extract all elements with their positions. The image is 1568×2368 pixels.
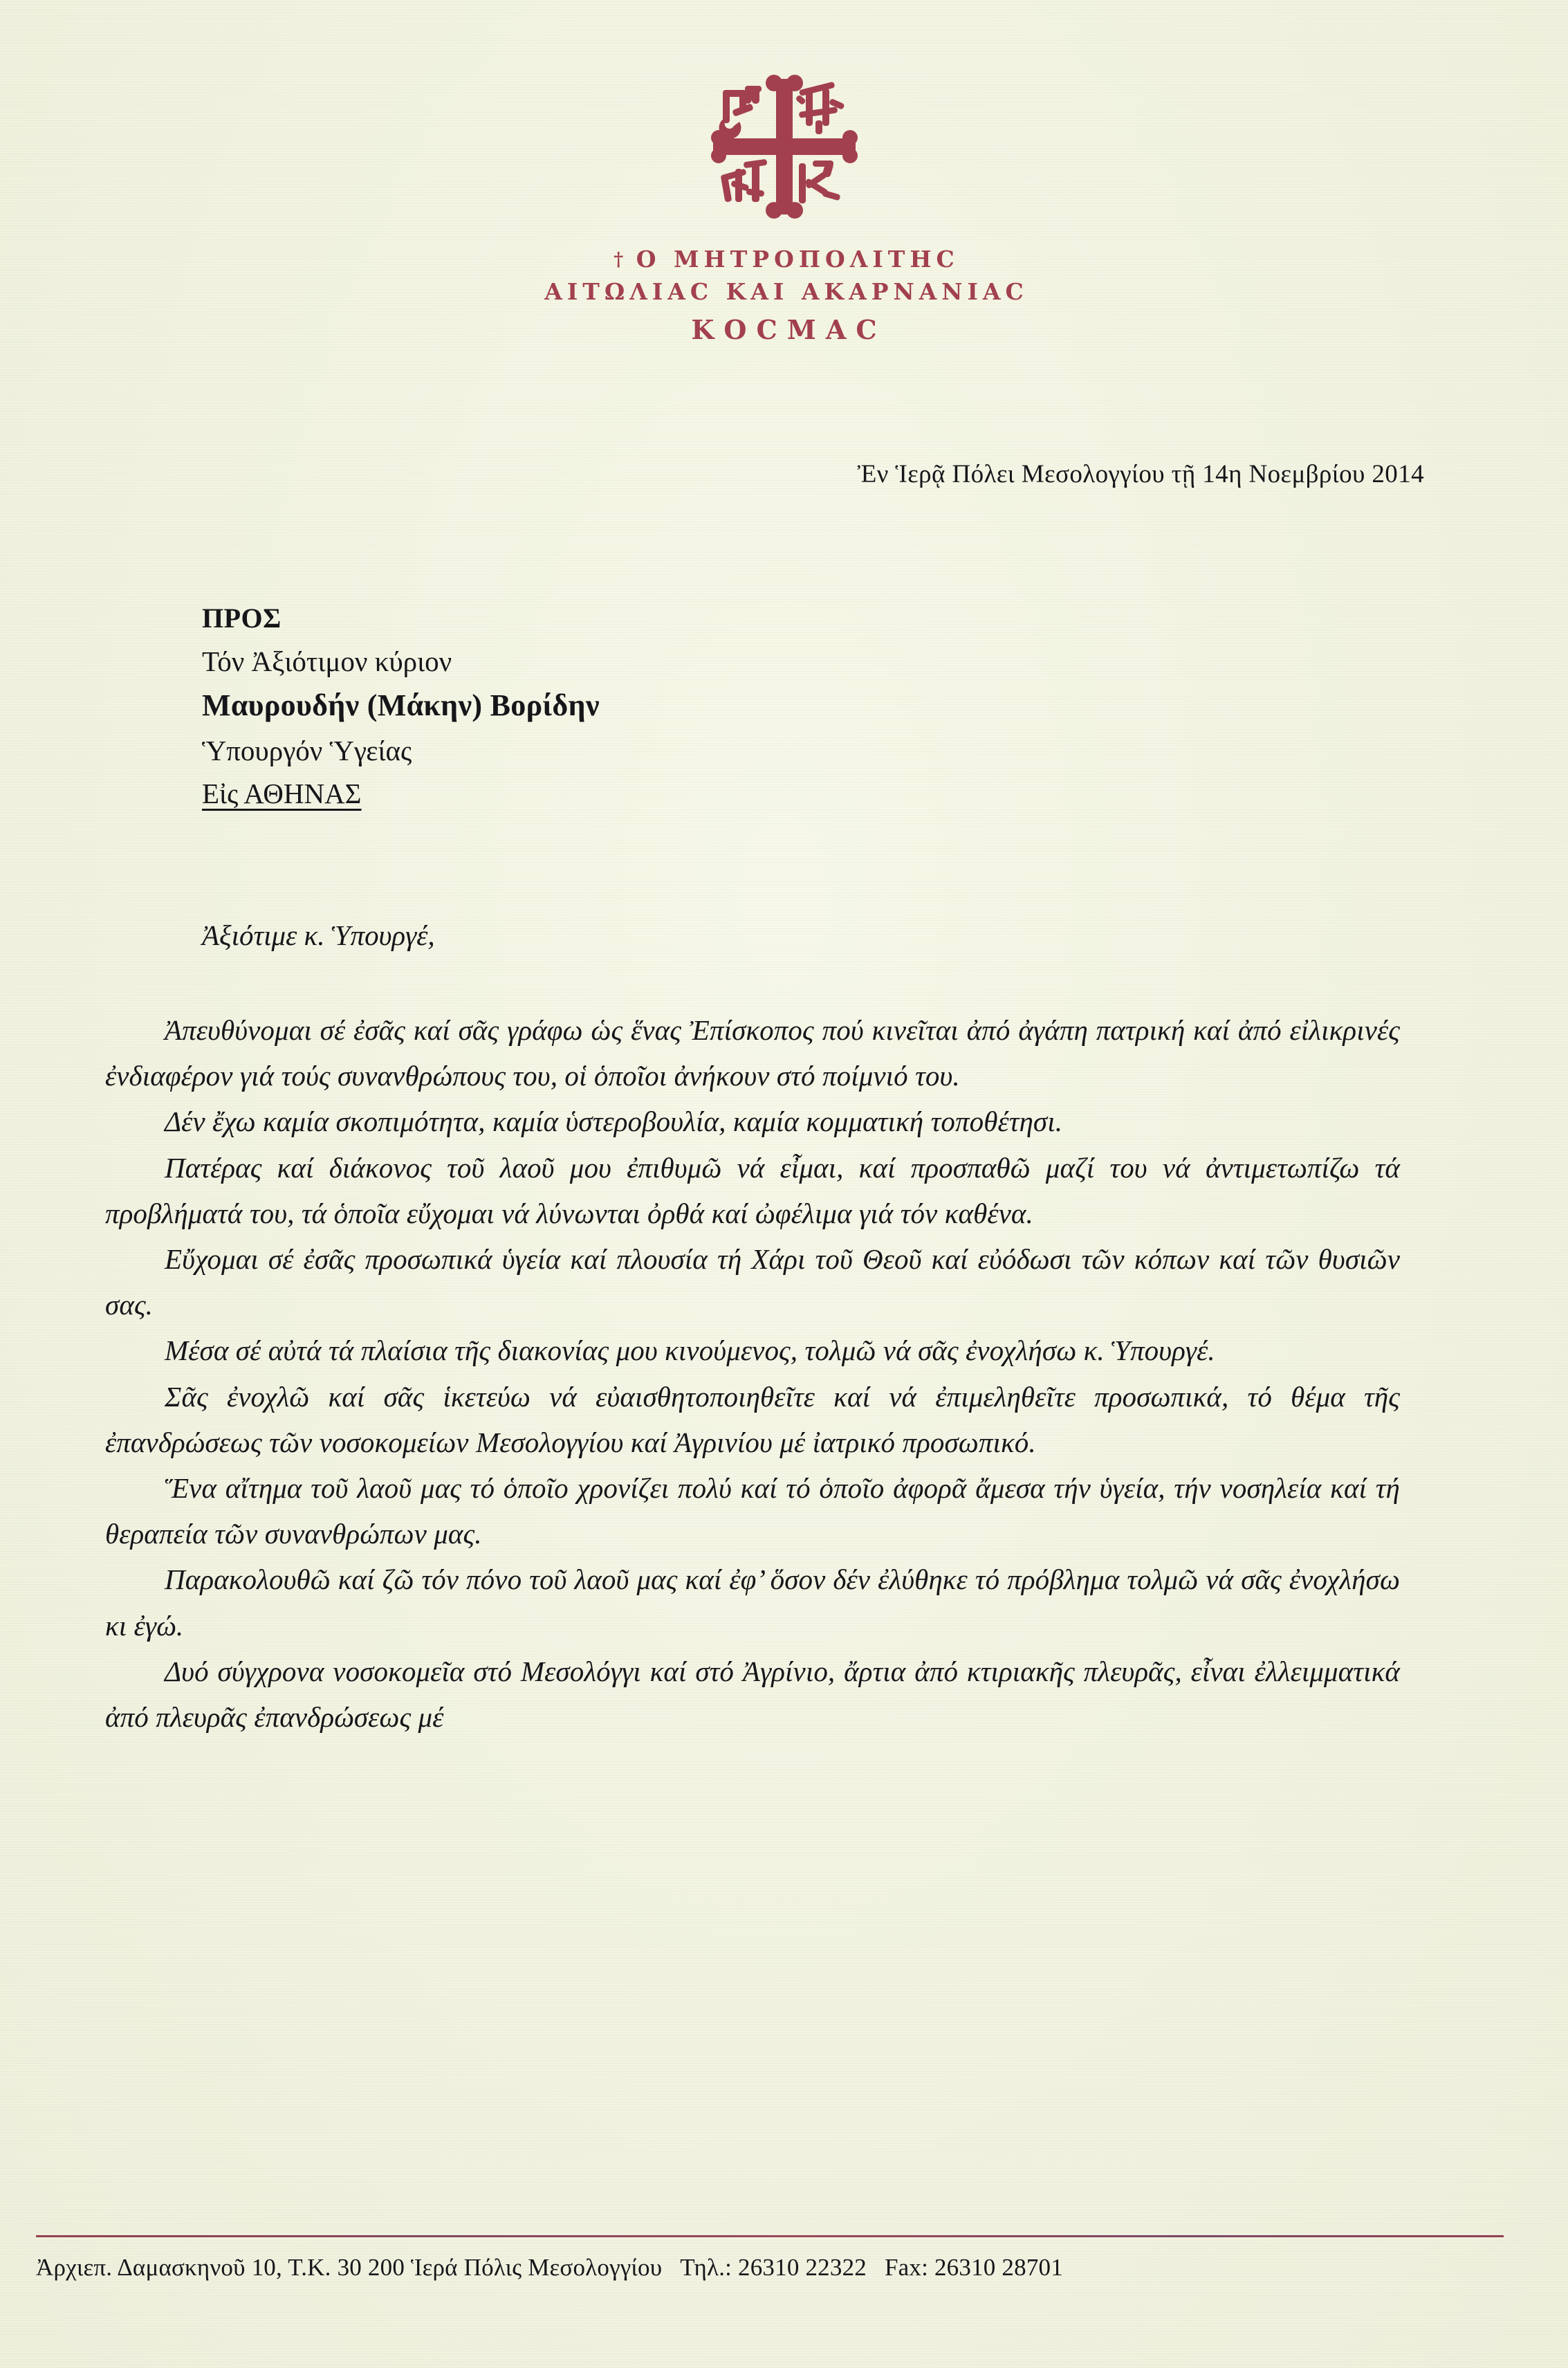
footer-fax-number: 26310 28701 — [934, 2254, 1063, 2281]
body-paragraph: Παρακολουθῶ καί ζῶ τόν πόνο τοῦ λαοῦ μας καί ἐφ’ ὅσον δέν ἐλύθηκε τό πρόβλημα τολμῶ νά σᾶς ἐνοχλήσω κι ἐγώ. — [105, 1563, 1400, 1642]
body-paragraph: Ἀπευθύνομαι σέ ἐσᾶς καί σᾶς γράφω ὡς ἕνας Ἐπίσκοπος πού κινεῖται ἀπό ἀγάπη πατρική καί ἀπό εἰλικρινές ἐνδιαφέρον γιά τούς συνανθρώπους του, οἱ ὁποῖοι ἀνήκουν στό ποίμνιό του. — [105, 1014, 1400, 1092]
letterhead-titles — [0, 244, 1568, 349]
cross-dagger-icon: † — [614, 249, 624, 270]
body-paragraph: Ἕνα αἴτημα τοῦ λαοῦ μας τό ὁποῖο χρονίζει πολύ καί τό ὁποῖο ἀφορᾶ ἄμεσα τήν ὑγεία, τήν νοσηλεία καί τή θεραπεία τῶν συνανθρώπων μας. — [105, 1472, 1400, 1550]
body-paragraph: Σᾶς ἐνοχλῶ καί σᾶς ἱκετεύω νά εὐαισθητοποιηθεῖτε καί νά ἐπιμεληθεῖτε προσωπικά, τό θέμα τῆς ἐπανδρώσεως τῶν νοσοκομείων Μεσολογγίου καί Ἀγρινίου μέ ἰατρικό προσωπικό. — [105, 1380, 1400, 1458]
body-paragraph: Μέσα σέ αὐτά τά πλαίσια τῆς διακονίας μου κινούμενος, τολμῶ νά σᾶς ἐνοχλήσω κ. Ὑπουργέ. — [165, 1334, 1215, 1367]
footer-divider — [36, 2235, 1504, 2237]
recipient-city: Εἰς ΑΘΗΝΑΣ — [202, 778, 362, 810]
letterhead-line-2: ΑΙΤΩΛΙΑϹ ΚΑΙ ΑΚΑΡΝΑΝΙΑϹ — [544, 277, 1029, 305]
letter-body — [105, 1007, 1400, 1740]
footer-address: Ἀρχιεπ. Δαμασκηνοῦ 10, Τ.Κ. 30 200 Ἱερά Πόλις Μεσολογγίου — [36, 2254, 663, 2281]
letterhead-line-3: ΚΟϹΜΑϹ — [691, 313, 887, 345]
recipient-title: Τόν Ἀξιότιμον κύριον — [202, 645, 452, 677]
footer-phone-number: 26310 22322 — [738, 2254, 867, 2281]
footer-phone-label: Τηλ.: — [680, 2254, 732, 2281]
salutation: Ἀξιότιμε κ. Ὑπουργέ, — [202, 919, 435, 951]
recipient-name: Μαυρουδήν (Μάκην) Βορίδην — [202, 688, 600, 723]
byzantine-cross-icon — [698, 66, 871, 227]
footer-fax-label: Fax: — [884, 2254, 929, 2281]
recipient-block — [202, 598, 600, 816]
letterhead-line-1: † Ο ΜΗΤΡΟΠΟΛΙΤΗϹ — [614, 246, 959, 273]
footer-contact — [36, 2254, 1504, 2282]
body-paragraph: Εὔχομαι σέ ἐσᾶς προσωπικά ὑγεία καί πλουσία τή Χάρι τοῦ Θεοῦ καί εὐόδωσι τῶν κόπων καί τῶν θυσιῶν σας. — [105, 1243, 1400, 1321]
recipient-heading: ΠΡΟΣ — [202, 603, 282, 634]
body-paragraph: Δυό σύγχρονα νοσοκομεῖα στό Μεσολόγγι καί στό Ἀγρίνιο, ἄρτια ἀπό κτιριακῆς πλευρᾶς, εἶναι ἐλλειμματικά ἀπό πλευρᾶς ἐπανδρώσεως μέ — [105, 1655, 1400, 1734]
body-paragraph: Πατέρας καί διάκονος τοῦ λαοῦ μου ἐπιθυμῶ νά εἶμαι, καί προσπαθῶ μαζί του νά ἀντιμετωπίζω τά προβλήματά του, τά ὁποῖα εὔχομαι νά λύνωνται ὀρθά καί ὠφέλιμα γιά τόν καθένα. — [105, 1151, 1400, 1229]
recipient-role: Ὑπουργόν Ὑγείας — [202, 734, 412, 767]
letterhead — [0, 66, 1568, 349]
dateline: Ἐν Ἱερᾷ Πόλει Μεσολογγίου τῇ 14η Νοεμβρίου 2014 — [857, 460, 1424, 488]
body-paragraph: Δέν ἔχω καμία σκοπιμότητα, καμία ὑστεροβουλία, καμία κομματική τοποθέτησι. — [165, 1105, 1063, 1138]
